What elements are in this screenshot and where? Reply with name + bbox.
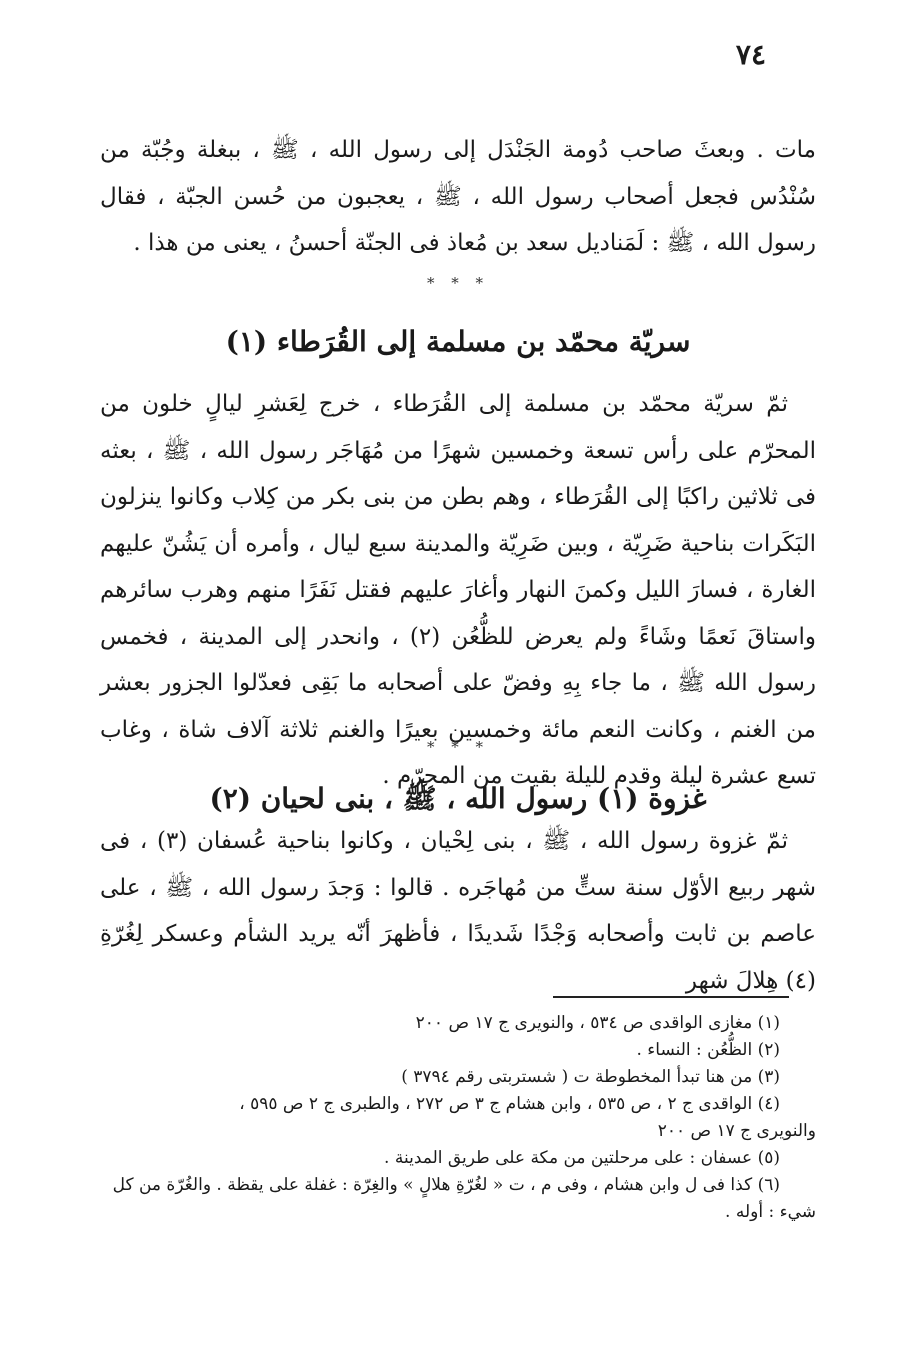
footnote-4-continued: والنويرى ج ١٧ ص ٢٠٠	[657, 1121, 816, 1141]
footnote-6: (٦) كذا فى ل وابن هشام ، وفى م ، ت « لغُرّةِ هلالٍ » والغِرّة : غفلة على يقظة . والغُرّة من كل	[112, 1175, 780, 1195]
footnote-5: (٥) عسفان : على مرحلتين من مكة على طريق المدينة .	[384, 1148, 780, 1168]
footnote-3: (٣) من هنا تبدأ المخطوطة ت ( شستربتى رقم ٣٧٩٤ )	[401, 1067, 780, 1087]
footnote-divider	[553, 996, 789, 998]
paragraph-3	[100, 818, 816, 1004]
paragraph-text: ثمّ سريّة محمّد بن مسلمة إلى القُرَطاء ، خرج لِعَشرِ ليالٍ خلون من المحرّم على رأس تسعة وخمسين شهرًا من مُهَاجَر رسول الله ، ﷺ ، بعثه فى ثلاثين راكبًا إلى القُرَطاء ، وهم بطن من بنى بكر من كِلاب وكانوا ينزلون البَكَرات بناحية ضَرِيّة ، وبين ضَرِيّة والمدينة سبع ليال ، وأمره أن يَشُنّ عليهم الغارة ، فسارَ الليل وكمنَ النهار وأغارَ عليهم فقتل نَفَرًا منهم وهرب سائرهم واستاقَ نَعمًا وشَاءً ولم يعرض للظُّعُن (٢) ، وانحدر إلى المدينة ، فخمس رسول الله ﷺ ، ما جاء بِهِ وفضّ على أصحابه ما بَقِى فعدّلوا الجزور بعشر من الغنم ، وكانت النعم مائة وخمسين بعيرًا والغنم ثلاثة آلاف شاة ، وغاب تسع عشرة ليلة وقدم لليلة بقيت من المحرّم .	[100, 391, 816, 789]
paragraph-text: ثمّ غزوة رسول الله ، ﷺ ، بنى لِحْيان ، وكانوا بناحية عُسفان (٣) ، فى شهر ربيع الأوّل سنة ستٍّ من مُهاجَره . قالوا : وَجدَ رسول الله ، ﷺ ، على عاصم بن ثابت وأصحابه وَجْدًا شَديدًا ، فأظهرَ أنّه يريد الشأم وعسكر لِغُرّةِ (٤) هِلالَ شهر	[100, 828, 816, 994]
paragraph-1	[100, 127, 816, 267]
footnotes	[100, 1010, 816, 1226]
page-number: ٧٤	[735, 38, 766, 71]
paragraph-2	[100, 381, 816, 800]
footnote-4: (٤) الواقدى ج ٢ ، ص ٥٣٥ ، وابن هشام ج ٣ ص ٢٧٢ ، والطبرى ج ٢ ص ٥٩٥ ،	[239, 1094, 780, 1114]
section-heading-ghazwa: غزوة (١) رسول الله ، ﷺ ، بنى لحيان (٢)	[209, 782, 707, 815]
section-heading-sariyya: سريّة محمّد بن مسلمة إلى القُرَطاء (١)	[225, 325, 691, 358]
paragraph-text: مات . وبعثَ صاحب دُومة الجَنْدَل إلى رسول الله ، ﷺ ، ببغلة وجُبّة من سُنْدُس فجعل أصحاب رسول الله ، ﷺ ، يعجبون من حُسن الجبّة ، فقال رسول الله ، ﷺ : لَمَناديل سعد بن مُعاذ فى الجنّة أحسنُ ، يعنى من هذا .	[100, 137, 816, 256]
section-separator: * * *	[426, 738, 490, 756]
footnote-2: (٢) الظُّعُن : النساء .	[636, 1040, 780, 1060]
footnote-6-continued: شيء : أوله .	[725, 1202, 816, 1222]
footnote-1: (١) مغازى الواقدى ص ٥٣٤ ، والنويرى ج ١٧ ص ٢٠٠	[415, 1013, 780, 1033]
section-separator: * * *	[426, 274, 490, 292]
